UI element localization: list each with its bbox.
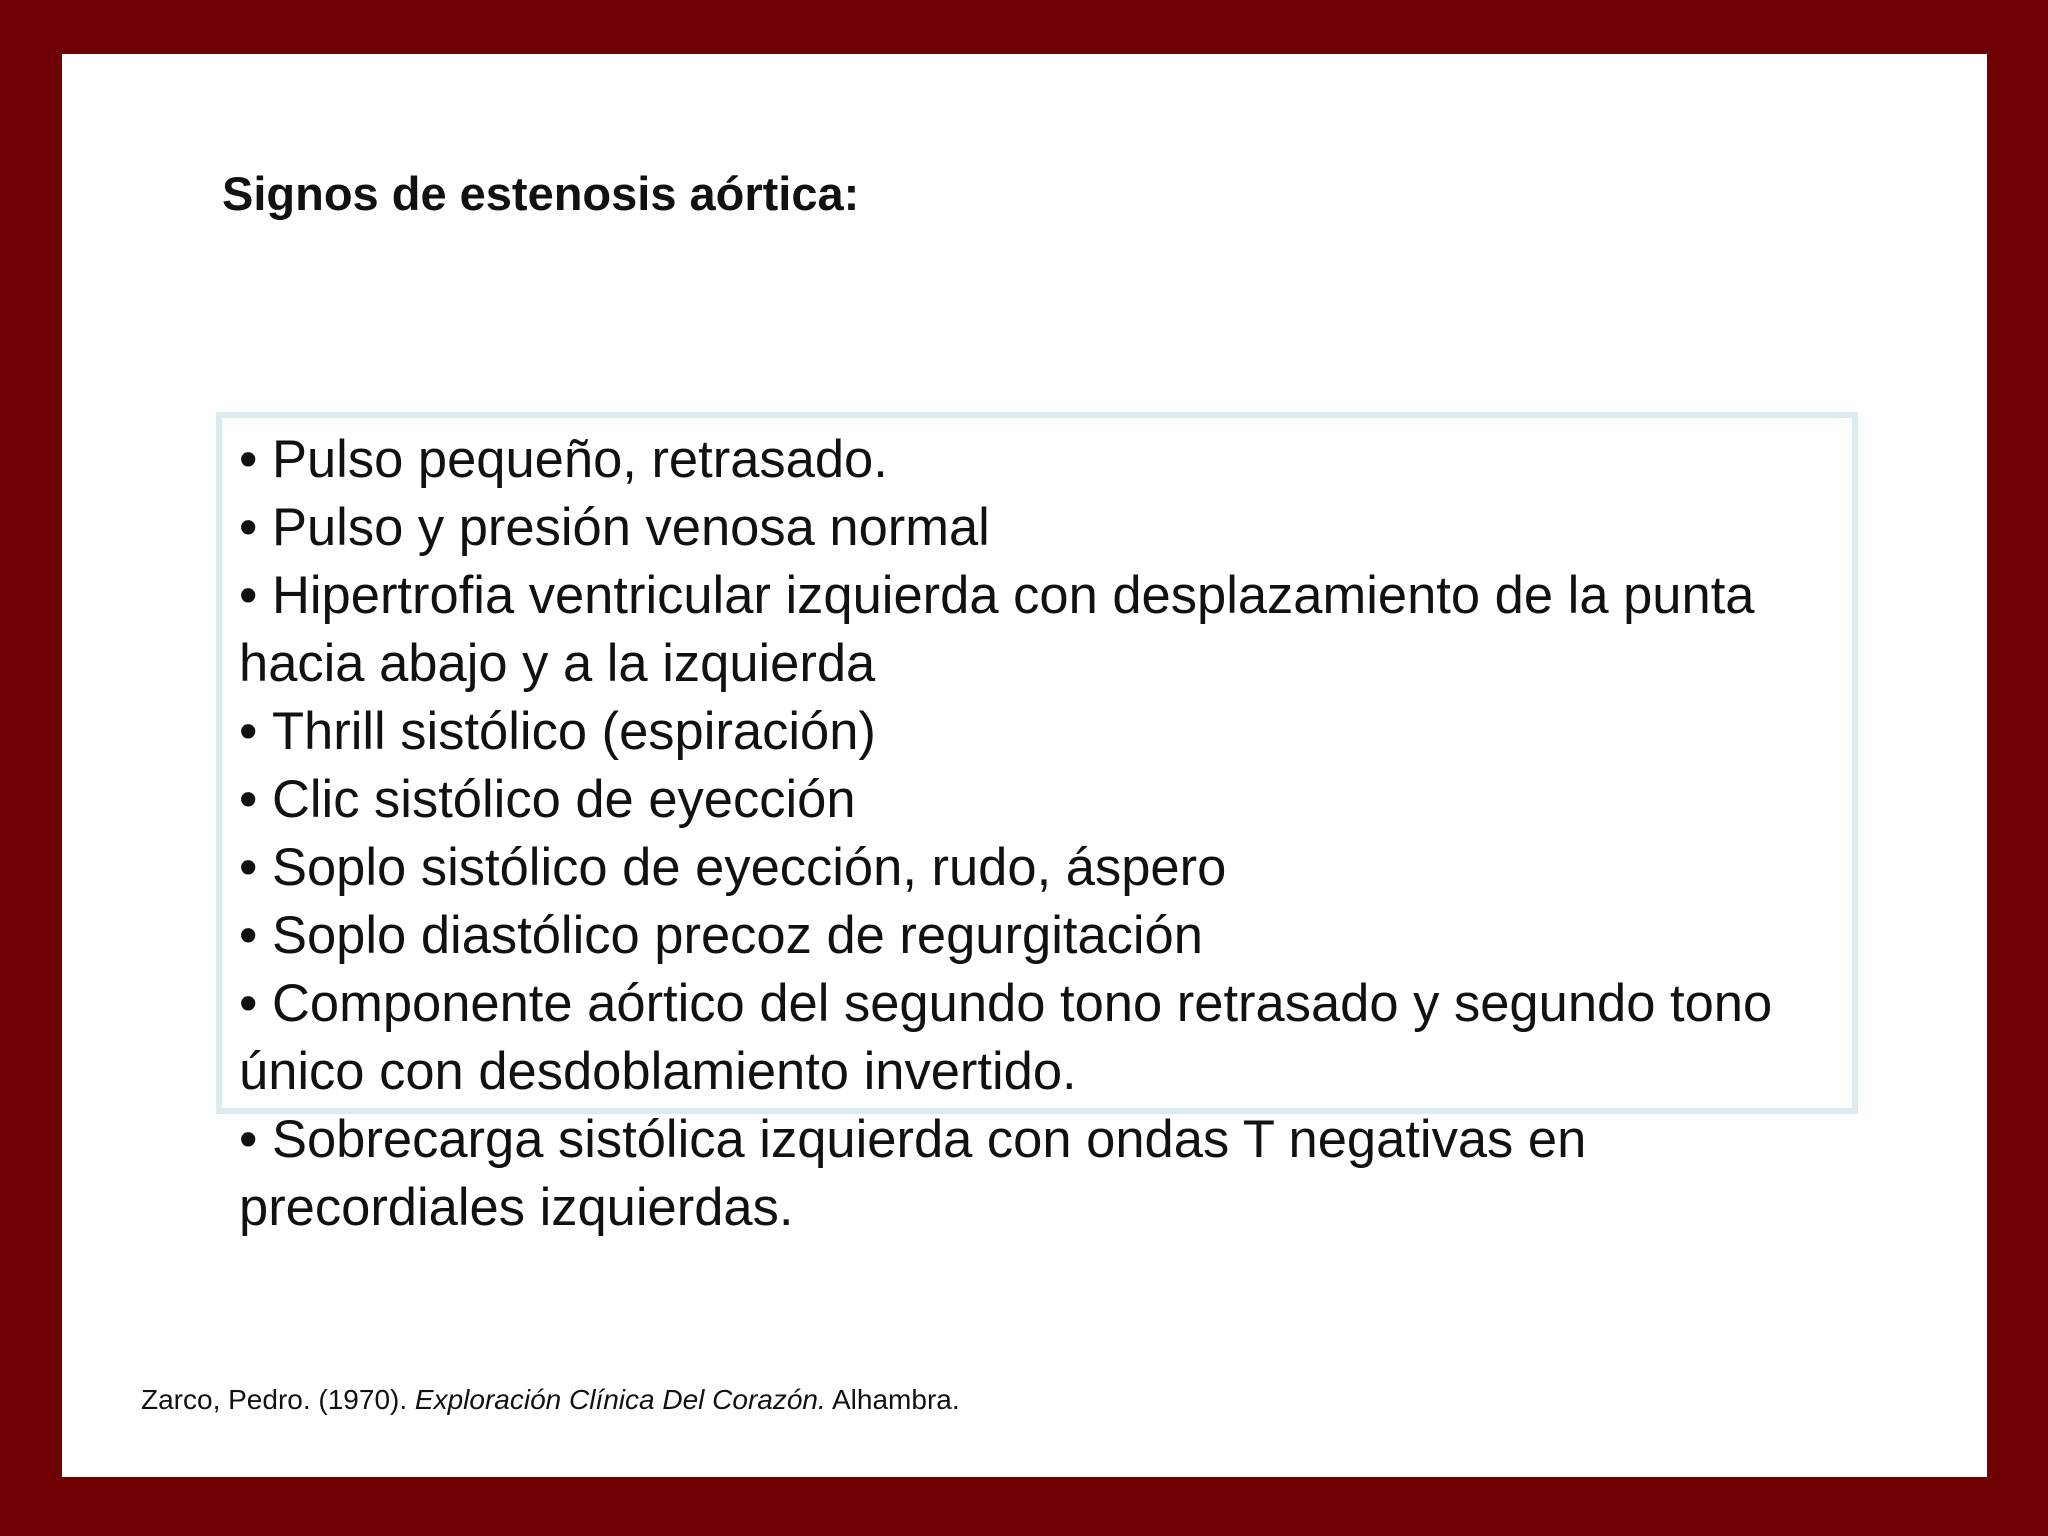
bullet-item: • Pulso y presión venosa normal — [239, 494, 1859, 562]
bullet-item: • Hipertrofia ventricular izquierda con desplazamiento de la punta hacia abajo y a la izquierda — [239, 562, 1859, 698]
slide-canvas — [62, 54, 1987, 1477]
bullet-item: • Pulso pequeño, retrasado. — [239, 426, 1859, 494]
bullet-item: • Sobrecarga sistólica izquierda con ondas T negativas en precordiales izquierdas. — [239, 1106, 1859, 1242]
citation-author: Zarco, Pedro. (1970). — [141, 1384, 415, 1415]
bullet-item: • Soplo sistólico de eyección, rudo, áspero — [239, 834, 1859, 902]
bullet-item: • Clic sistólico de eyección — [239, 766, 1859, 834]
citation — [141, 1384, 960, 1416]
bullet-list — [239, 426, 1859, 1242]
bullet-item: • Componente aórtico del segundo tono retrasado y segundo tono único con desdoblamiento invertido. — [239, 970, 1859, 1106]
citation-book-title: Exploración Clínica Del Corazón. — [414, 1384, 826, 1415]
citation-publisher: Alhambra. — [825, 1384, 960, 1415]
slide-title: Signos de estenosis aórtica: — [222, 167, 860, 220]
bullet-item: • Soplo diastólico precoz de regurgitación — [239, 902, 1859, 970]
bullet-item: • Thrill sistólico (espiración) — [239, 698, 1859, 766]
